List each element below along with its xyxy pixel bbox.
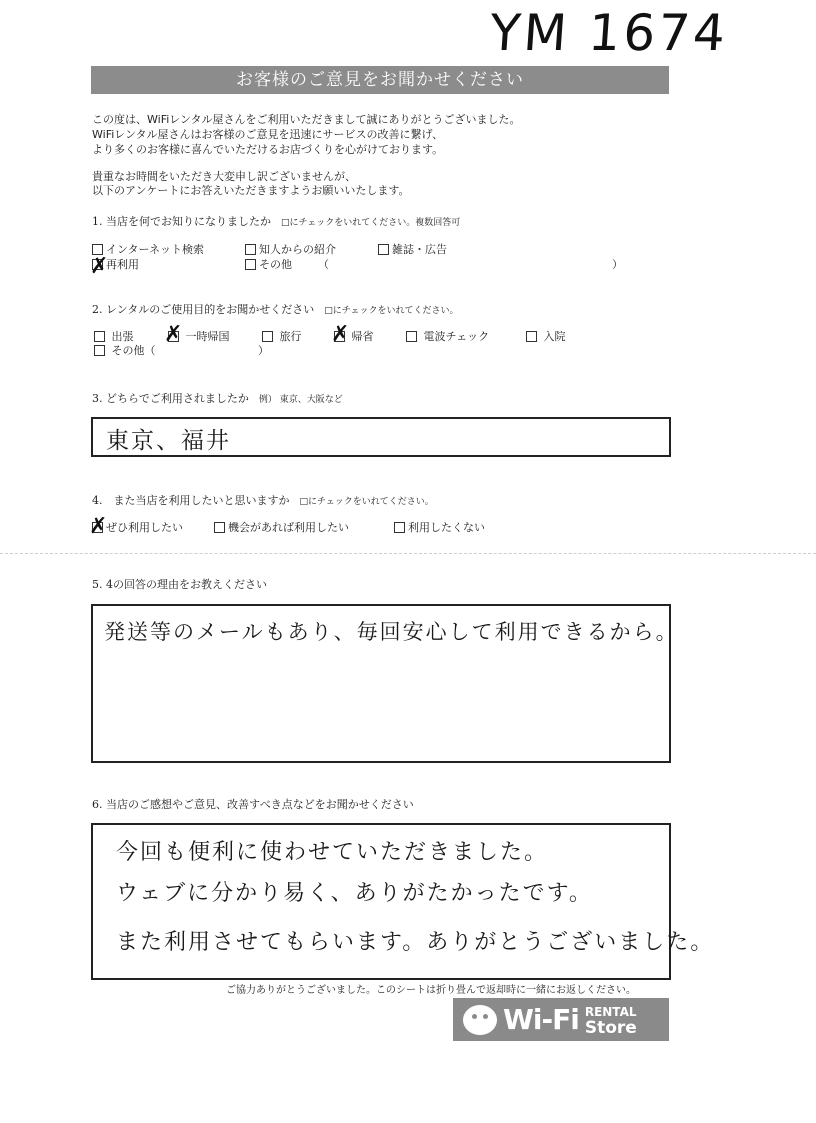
handwritten-answer-reason: 発送等のメールもあり、毎回安心して利用できるから。 [104,620,679,644]
serial-number-handwritten: YM 1674 [487,4,730,62]
question-2-label: 2. レンタルのご使用目的をお聞かせください [92,303,315,316]
intro-line: この度は、WiFiレンタル屋さんをご利用いただきまして誠にありがとうございました。 [92,113,521,126]
option-definitely[interactable]: ぜひ利用したい [92,519,183,535]
question-1-label: 1. 当店を何でお知りになりましたか [92,215,271,228]
option-homecoming[interactable]: 帰省 [334,328,374,344]
logo-wifi-text: Wi-Fi [503,1003,579,1036]
check-mark-icon: ✗ [331,322,350,347]
checkbox[interactable] [394,522,405,533]
option-temp-return[interactable]: 一時帰国 [168,328,230,344]
intro-line: WiFiレンタル屋さんはお客様のご意見を迅速にサービスの改善に繋げ、 [92,128,444,141]
footer-note: ご協力ありがとうございました。このシートは折り畳んで返却時に一緒にお返しください。 [226,985,636,996]
question-6 [92,796,414,812]
option-signal-check[interactable]: 電波チェック [406,328,489,344]
question-5 [92,576,267,592]
paren-close: ） [258,344,269,357]
logo-rental-text: RENTAL [584,1004,637,1019]
checkbox[interactable] [406,331,417,342]
question-1 [92,213,460,229]
check-mark-icon: ✗ [89,514,108,539]
checkbox[interactable] [245,259,256,270]
question-3 [92,390,343,406]
option-other-purpose[interactable]: その他（ [94,342,156,358]
option-if-chance[interactable]: 機会があれば利用したい [214,519,349,535]
option-no[interactable]: 利用したくない [394,519,485,535]
wifi-rental-store-logo [453,998,669,1041]
option-travel[interactable]: 旅行 [262,328,302,344]
intro-line: 貴重なお時間をいただき大変申し訳ございませんが、 [92,170,356,183]
mascot-icon [463,1005,497,1035]
intro-line: 以下のアンケートにお答えいただきますようお願いいたします。 [92,184,410,197]
checkbox[interactable] [94,345,105,356]
question-5-label: 5. 4の回答の理由をお教えください [92,578,267,591]
checkbox[interactable] [94,331,105,342]
intro-line: より多くのお客様に喜んでいただけるお店づくりを心がけております。 [92,143,444,156]
question-3-label: 3. どちらでご利用されましたか [92,392,249,405]
checkbox[interactable] [262,331,273,342]
option-magazine[interactable]: 雑誌・広告 [378,241,447,257]
paren-open: （ [318,258,329,271]
handwritten-comment-line: ウェブに分かり易く、ありがたかったです。 [116,881,593,906]
question-1-note: □にチェックをいれてください。複数回答可 [281,218,461,228]
question-2-note: □にチェックをいれてください。 [324,306,459,316]
handwritten-comment-line: 今回も便利に使わせていただきました。 [116,840,549,865]
checkbox[interactable] [245,244,256,255]
handwritten-comment-line: また利用させてもらいます。ありがとうございました。 [116,930,715,955]
question-4 [92,492,434,508]
checkbox[interactable] [526,331,537,342]
question-4-label: 4. また当店を利用したいと思いますか [92,494,290,507]
question-3-note: 例） 東京、大阪など [258,395,343,405]
question-4-note: □にチェックをいれてください。 [299,497,434,507]
check-mark-icon: ✗ [164,322,183,347]
question-2 [92,301,459,317]
handwritten-answer-location: 東京、福井 [106,428,231,454]
question-6-label: 6. 当店のご感想やご意見、改善すべき点などをお聞かせください [92,798,414,811]
form-title: お客様のご意見をお聞かせください [91,66,669,94]
option-referral[interactable]: 知人からの紹介 [245,241,336,257]
option-hospital[interactable]: 入院 [526,328,566,344]
checkbox[interactable] [378,244,389,255]
option-business-trip[interactable]: 出張 [94,328,134,344]
checkbox[interactable] [214,522,225,533]
paren-close: ） [612,258,623,271]
checkbox[interactable] [92,244,103,255]
option-other[interactable]: その他 [245,256,292,272]
fold-line [0,553,816,554]
option-reuse[interactable]: 再利用 [92,256,139,272]
check-mark-icon: ✗ [90,254,109,279]
option-internet[interactable]: インターネット検索 [92,241,204,257]
logo-store-text: Store [584,1017,637,1038]
